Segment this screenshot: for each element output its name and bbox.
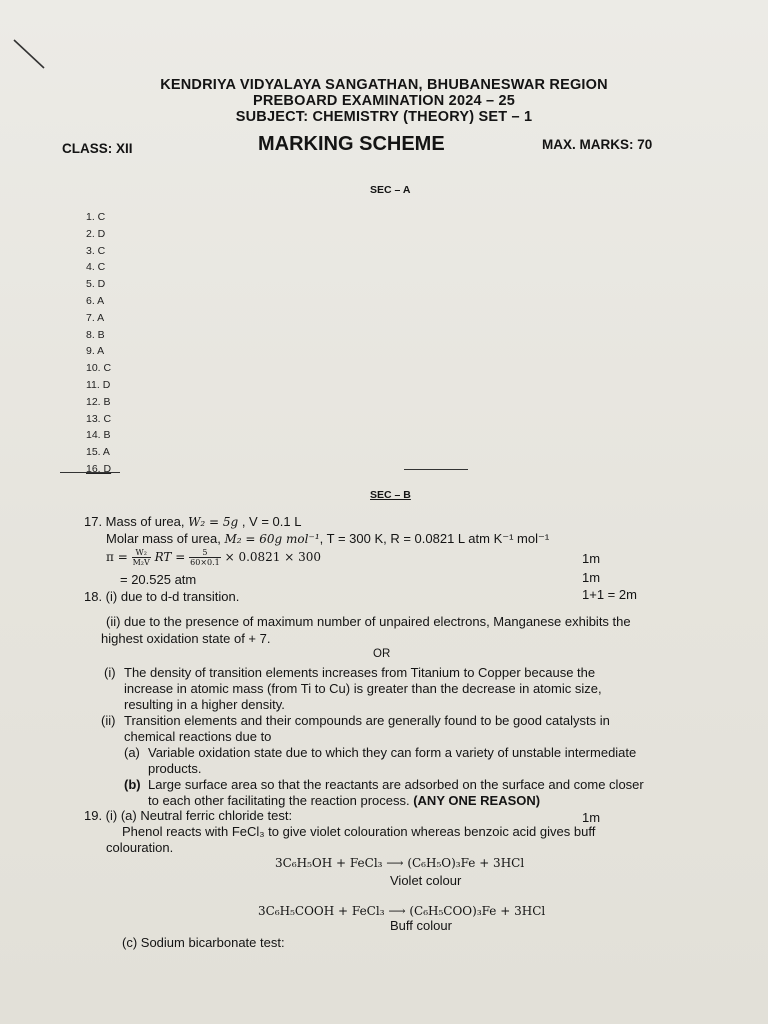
any-one-reason-note: (ANY ONE REASON) <box>413 793 541 808</box>
mcq-answer: 12. B <box>86 395 111 408</box>
sec-b-title: SEC – B <box>370 489 411 501</box>
buff-colour-label: Buff colour <box>390 918 452 933</box>
mcq-answer: 5. D <box>86 278 106 291</box>
q19-mark: 1m <box>582 810 601 825</box>
or-label: OR <box>373 648 391 660</box>
q17-mark-1: 1m <box>582 551 601 566</box>
q19-text-line1: Phenol reacts with FeCl₃ to give violet colouration whereas benzoic acid gives buff <box>122 824 596 839</box>
q18-b-num: (b) <box>124 777 141 792</box>
mcq-answer: 14. B <box>86 429 111 442</box>
mcq-answer: 15. A <box>86 446 110 459</box>
q18-i: 18. (i) due to d-d transition. <box>84 589 240 604</box>
mcq-answer: 6. A <box>86 295 105 307</box>
mcq-answer: 4. C <box>86 261 106 274</box>
subject-heading: SUBJECT: CHEMISTRY (THEORY) SET – 1 <box>235 109 533 125</box>
equation-phenol: 3C₆H₅OH + FeCl₃ ⟶ (C₆H₅O)₃Fe + 3HCl <box>275 856 525 870</box>
violet-colour-label: Violet colour <box>390 873 462 888</box>
pen-mark <box>10 36 50 76</box>
equation-benzoic-acid: 3C₆H₅COOH + FeCl₃ ⟶ (C₆H₅COO)₃Fe + 3HCl <box>258 904 546 918</box>
q18-ii-line1: (ii) due to the presence of maximum number of unpaired electrons, Manganese exhibits the <box>106 614 631 629</box>
exam-heading: PREBOARD EXAMINATION 2024 – 25 <box>253 93 515 109</box>
q18-a-num: (a) <box>124 745 140 760</box>
sec-a-title: SEC – A <box>370 184 411 196</box>
mcq-answer: 2. D <box>86 227 106 240</box>
q19-a: 19. (i) (a) Neutral ferric chloride test: <box>84 808 293 823</box>
q17-osmotic-equation: π = $\frac{\text{W₂}}{\text{M₂V}}$ RT = $\frac{5}{60\times 0.1}$ × 0.0821 × 300 <box>106 548 322 567</box>
mcq-answer: 13. C <box>86 412 112 425</box>
q18-b-line2: to each other facilitating the reaction process. (ANY ONE REASON) <box>148 793 541 808</box>
page-title: MARKING SCHEME <box>258 133 445 155</box>
mcq-answer: 1. C <box>86 211 106 223</box>
q18-alt-i-line1: The density of transition elements increases from Titanium to Copper because the <box>124 665 596 680</box>
q18-alt-i-num: (i) <box>104 665 116 680</box>
q18-alt-ii-line2: chemical reactions due to <box>124 729 272 744</box>
mcq-answer: 10. C <box>86 362 112 375</box>
q17-mark-2: 1m <box>582 570 601 585</box>
q19-c: (c) Sodium bicarbonate test: <box>122 935 285 950</box>
mcq-answer: 8. B <box>86 328 105 341</box>
q19-text-line2: colouration. <box>106 840 174 855</box>
q18-alt-i-line3: resulting in a higher density. <box>124 697 285 712</box>
q18-alt-ii-num: (ii) <box>101 713 116 728</box>
q17-line1: 17. Mass of urea, W₂ = 5g , V = 0.1 L <box>84 514 302 529</box>
mcq-answer: 3. C <box>86 244 106 257</box>
mcq-answer: 11. D <box>86 379 111 391</box>
q18-b-line1: Large surface area so that the reactants are adsorbed on the surface and come closer <box>148 777 644 792</box>
q17-result: = 20.525 atm <box>120 572 197 587</box>
org-heading: KENDRIYA VIDYALAYA SANGATHAN, BHUBANESWAR REGION <box>160 77 608 93</box>
class-label: CLASS: XII <box>62 141 133 156</box>
q18-a-line1: Variable oxidation state due to which they can form a variety of unstable intermediate <box>148 745 637 760</box>
q18-ii-line2: highest oxidation state of + 7. <box>101 631 271 646</box>
q18-mark: 1+1 = 2m <box>582 587 637 602</box>
mcq-answer: 7. A <box>86 311 105 324</box>
q18-alt-ii-line1: Transition elements and their compounds are generally found to be good catalysts in <box>124 713 610 728</box>
divider-left <box>60 472 120 473</box>
q18-a-line2: products. <box>148 761 202 776</box>
mcq-answer: 9. A <box>86 345 105 358</box>
divider-right <box>404 469 468 470</box>
max-marks: MAX. MARKS: 70 <box>542 137 653 152</box>
q18-alt-i-line2: increase in atomic mass (from Ti to Cu) is greater than the decrease in atomic size, <box>124 681 602 696</box>
q17-line2: Molar mass of urea, M₂ = 60g mol⁻¹, T = 300 K, R = 0.0821 L atm K⁻¹ mol⁻¹ <box>106 531 550 546</box>
mcq-answer: 16. D <box>86 463 112 475</box>
